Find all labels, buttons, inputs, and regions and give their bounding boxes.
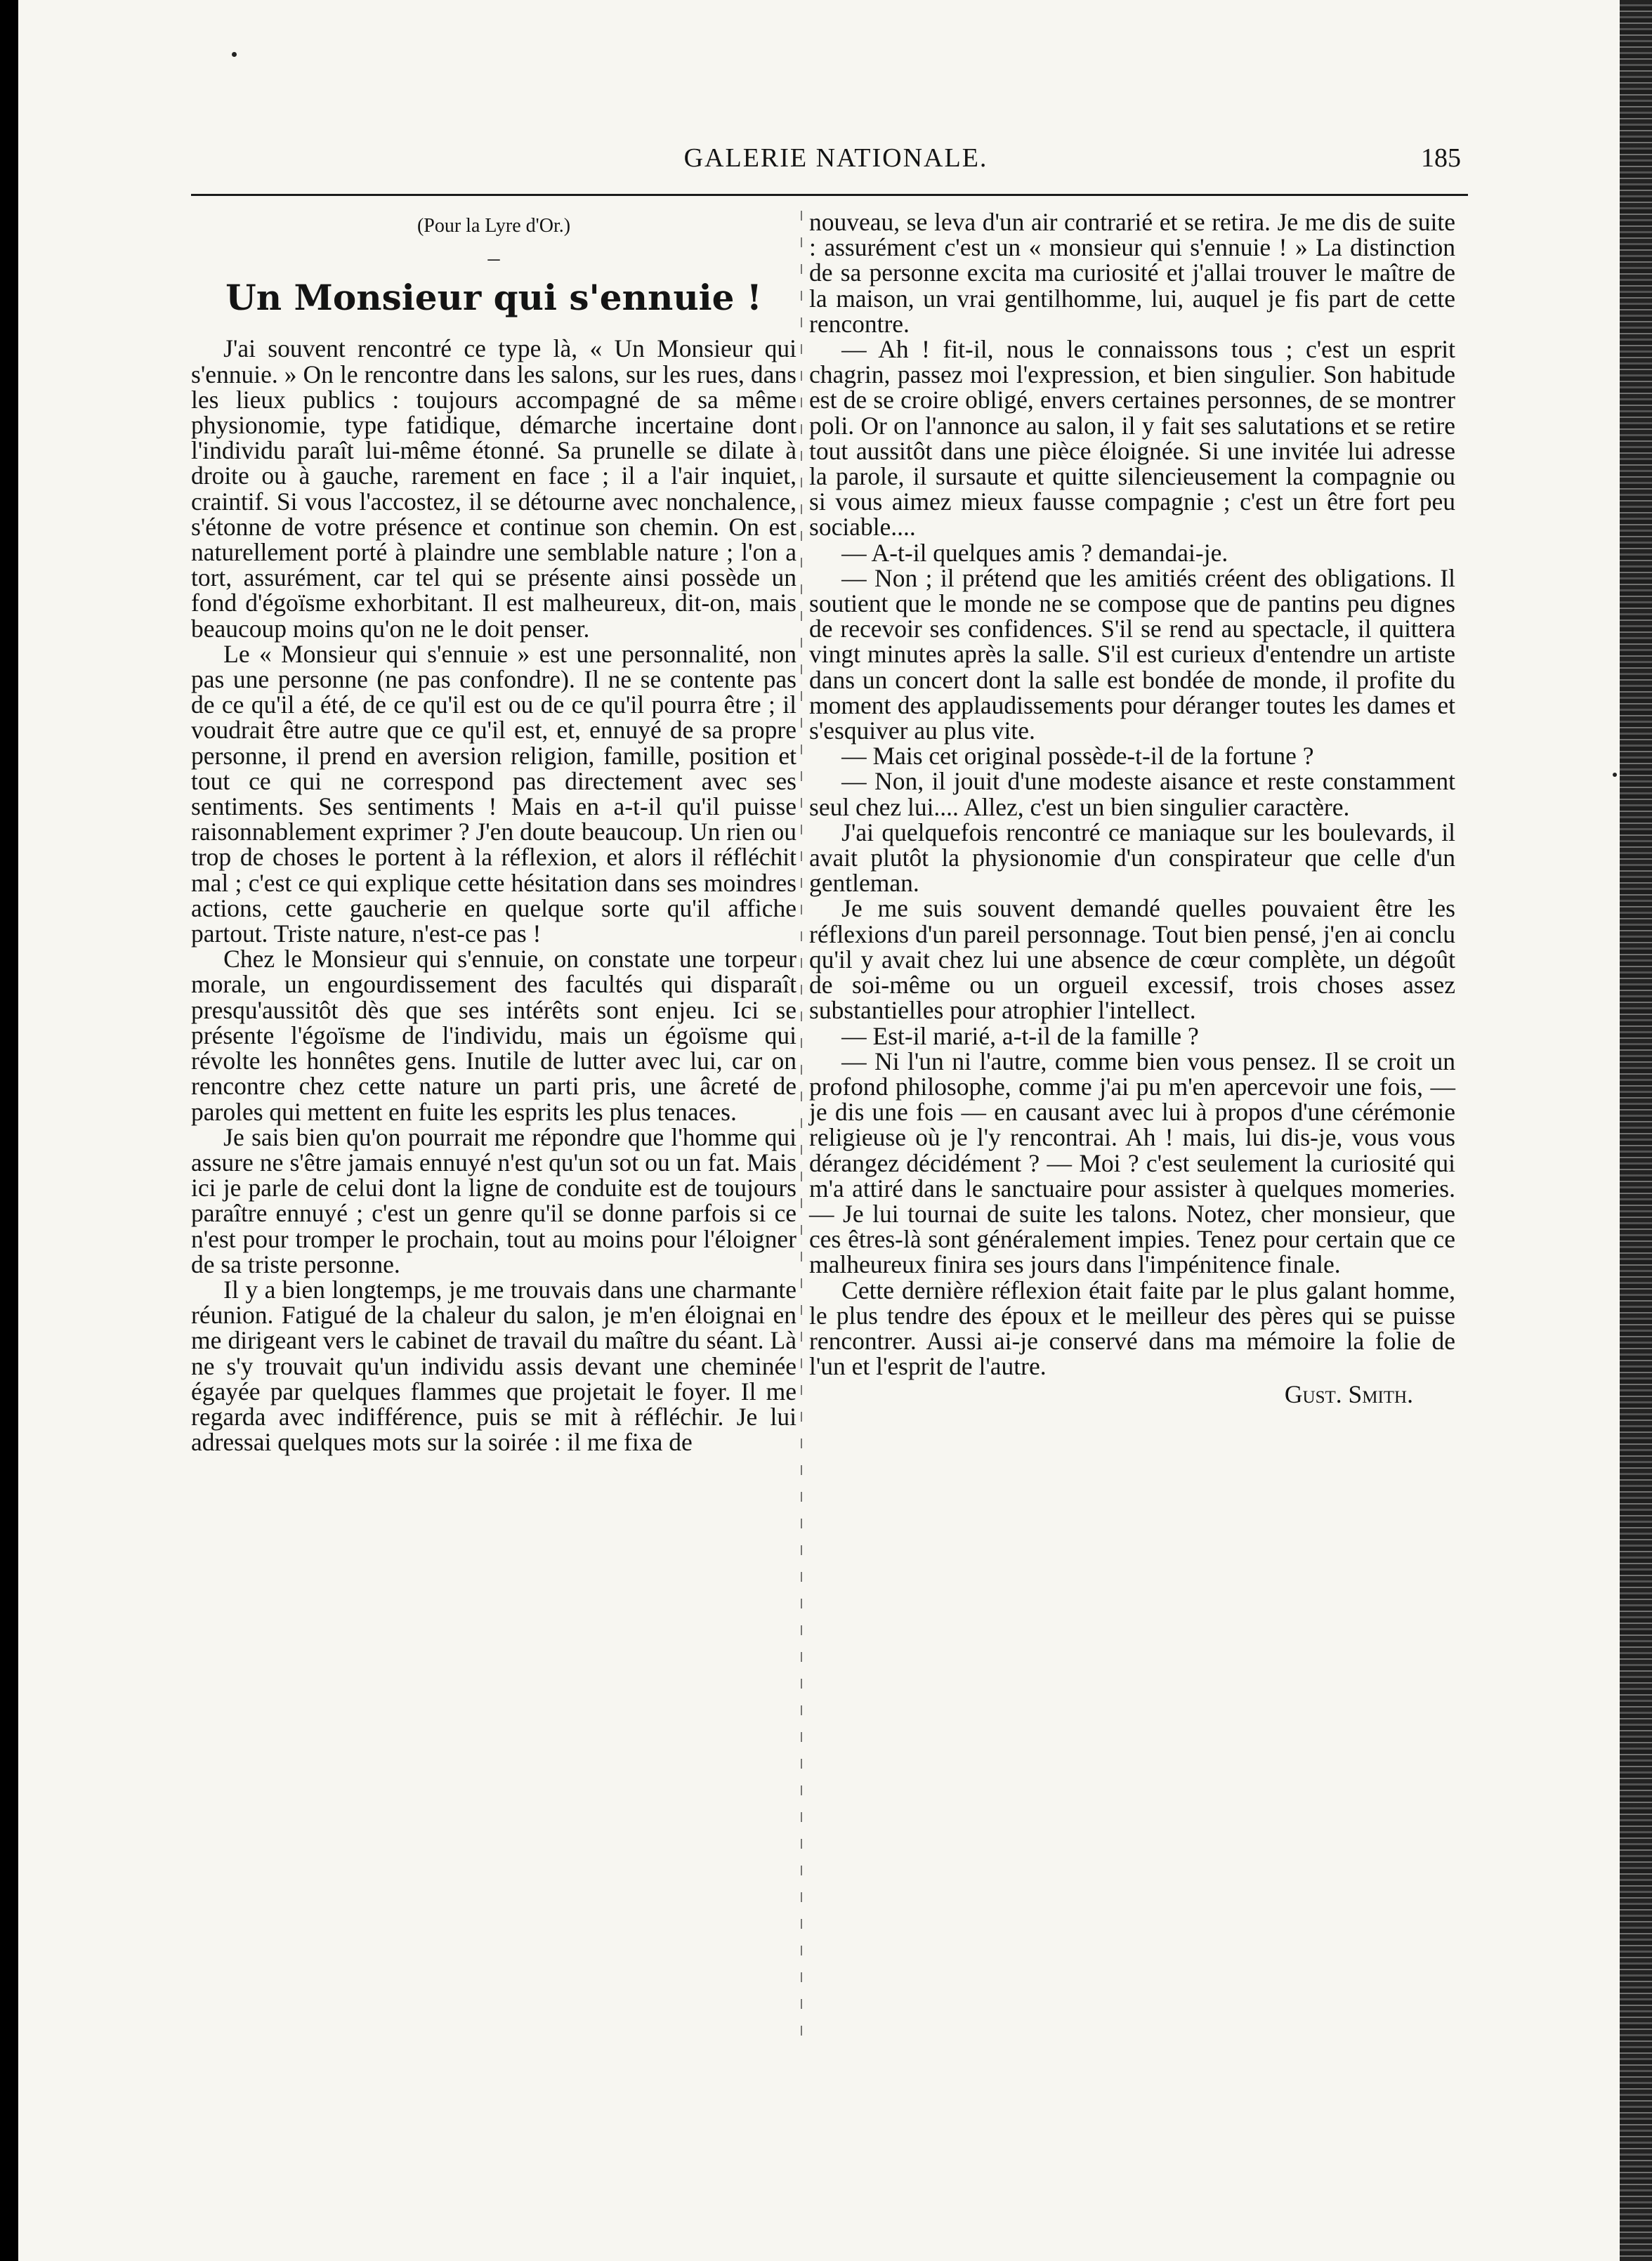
column-divider: [801, 211, 802, 2051]
paragraph: Il y a bien longtemps, je me trouvais dans une charmante réunion. Fatigué de la chaleur du salon, je m'en éloignai en me dirigeant vers le cabinet de travail du maître du séant. Là ne s'y trouvait qu'un individu assis devant une cheminée égayée par quelques flammes que projetait le foyer. Il me regarda avec indifférence, puis se mit à réfléchir. Je lui adressai quelques mots sur la soirée : il me fixa de: [191, 1275, 796, 1457]
paragraph: Chez le Monsieur qui s'ennuie, on constate une torpeur morale, un engourdissement des facultés qui disparaît presqu'aussitôt dès que ses intérêts sont enjeu. Ici se présente l'égoïsme de l'individu, mais un égoïsme qui révolte les honnêtes gens. Inutile de lutter avec lui, car on rencontre chez cette nature un parti pris, une âcreté de paroles qui mettent en fuite les esprits les plus tenaces.: [191, 945, 796, 1126]
page-number: 185: [1421, 143, 1461, 173]
title-separator: –: [487, 245, 500, 272]
paragraph: — A-t-il quelques amis ? demandai-je.: [841, 538, 1228, 567]
paragraph: Je me suis souvent demandé quelles pouvaient être les réflexions d'un pareil personnage. Tout bien pensé, j'en ai conclu qu'il y avait chez lui une absence de cœur complète, un dégoût de soi-même ou un orgueil excessif, trois choses assez substantielles pour atrophier l'intellect.: [809, 894, 1455, 1025]
paragraph: Je sais bien qu'on pourrait me répondre que l'homme qui assure ne s'être jamais ennuyé n'est qu'un sot ou un fat. Mais ici je parle de celui dont la ligne de conduite est de toujours paraître ennuyé ; c'est un genre qu'il se donne parfois si ce n'est pour tromper le prochain, tout au moins pour l'éloigner de sa triste personne.: [191, 1122, 796, 1278]
print-speck: [1613, 773, 1617, 777]
page-binding-edge-left: [0, 0, 18, 2261]
page-binding-edge-right: [1620, 0, 1652, 2261]
running-header: [211, 143, 1461, 185]
paragraph: — Ni l'un ni l'autre, comme bien vous pensez. Il se croit un profond philosophe, comme j'ai pu m'en apercevoir une fois, — je dis une fois — en causant avec lui à propos d'une cérémonie religieuse où je l'y rencontrai. Ah ! mais, lui dis-je, vous vous dérangez décidément ? — Moi ? c'est seulement la curiosité qui m'a attiré dans le sanctuaire pour assister à quelques momeries. — Je lui tournai de suite les talons. Notez, cher monsieur, que ces êtres-là sont généralement impies. Tenez pour certain que ce malheureux finira ses jours dans l'impénitence finale.: [809, 1047, 1455, 1279]
paragraph: Le « Monsieur qui s'ennuie » est une personnalité, non pas une personne (ne pas confondre). Il ne se contente pas de ce qu'il a été, de ce qu'il est ou de ce qu'il pourra être ; il voudrait être autre que ce qu'il est, et, ennuyé de sa propre personne, il prend en aversion religion, famille, position et tout ce qui ne correspond pas directement avec ses sentiments. Ses sentiments ! Mais en a-t-il qu'il puisse raisonnablement exprimer ? J'en doute beaucoup. Un rien ou trop de choses le portent à la réflexion, et alors il réfléchit mal ; c'est ce qui explique cette hésitation dans ses moindres actions, cette gaucherie en quelque sorte qu'il affiche partout. Triste nature, n'est-ce pas !: [191, 639, 796, 948]
article-title: Un Monsieur qui s'ennuie !: [225, 277, 762, 319]
header-title: GALERIE NATIONALE.: [683, 143, 988, 173]
paragraph: J'ai souvent rencontré ce type là, « Un Monsieur qui s'ennuie. » On le rencontre dans les salons, sur les rues, dans les lieux publics : toujours accompagné de sa même physionomie, type fatidique, démarche incertaine dont l'individu paraît lui-même étonné. Sa prunelle se dilate à droite ou à gauche, rarement en face ; il a l'air inquiet, craintif. Si vous l'accostez, il se détourne avec nonchalence, s'étonne de votre présence et continue son chemin. On est naturellement porté à plaindre une semblable nature ; l'on a tort, assurément, car tel qui se présente ainsi possède un fond d'égoïsme exhorbitant. Il est malheureux, dit-on, mais beaucoup moins qu'on ne le doit penser.: [191, 334, 796, 643]
left-column: [191, 209, 796, 1455]
paragraph: — Est-il marié, a-t-il de la famille ?: [841, 1021, 1199, 1050]
paragraph: — Mais cet original possède-t-il de la fortune ?: [841, 742, 1314, 771]
paragraph: nouveau, se leva d'un air contrarié et se retira. Je me dis de suite : assurément c'est un « monsieur qui s'ennuie ! » La distinction de sa personne excita ma curiosité et j'allai trouver le maître de la maison, un vrai gentilhomme, lui, auquel je fis part de cette rencontre.: [809, 208, 1455, 338]
paragraph: — Ah ! fit-il, nous le connaissons tous ; c'est un esprit chagrin, passez moi l'expression, et bien singulier. Son habitude est de se croire obligé, envers certaines personnes, de se montrer poli. Or on l'annonce au salon, il y fait ses salutations et se retire tout aussitôt dans une pièce éloignée. Si une invitée lui adresse la parole, il sursaute et quitte silencieusement la compagnie ou si vous aimez mieux fausse compagnie ; c'est un être fort peu sociable....: [809, 335, 1455, 542]
right-column: [809, 209, 1455, 1408]
source-note: (Pour la Lyre d'Or.): [417, 215, 571, 237]
print-speck: [232, 52, 237, 57]
paragraph: Cette dernière réflexion était faite par le plus galant homme, le plus tendre des époux et le meilleur des pères qui se puisse rencontrer. Aussi ai-je conservé dans ma mémoire la folie de l'un et l'esprit de l'autre.: [809, 1276, 1455, 1381]
signature: Gust. Smith.: [1284, 1380, 1413, 1409]
paragraph: — Non ; il prétend que les amitiés créent des obligations. Il soutient que le monde ne se compose que de pantins peu dignes de recevoir ses confidences. S'il se rend au spectacle, il quittera vingt minutes après la salle. S'il est curieux d'entendre un artiste dans un concert dont la salle est bondée de monde, il profite du moment des applaudissements pour déranger toutes les dames et s'esquiver au plus vite.: [809, 563, 1455, 745]
header-rule: [191, 194, 1468, 196]
paragraph: — Non, il jouit d'une modeste aisance et reste constamment seul chez lui.... Allez, c'est un bien singulier caractère.: [809, 767, 1455, 821]
paragraph: J'ai quelquefois rencontré ce maniaque sur les boulevards, il avait plutôt la physionomie d'un conspirateur que celle d'un gentleman.: [809, 818, 1455, 898]
